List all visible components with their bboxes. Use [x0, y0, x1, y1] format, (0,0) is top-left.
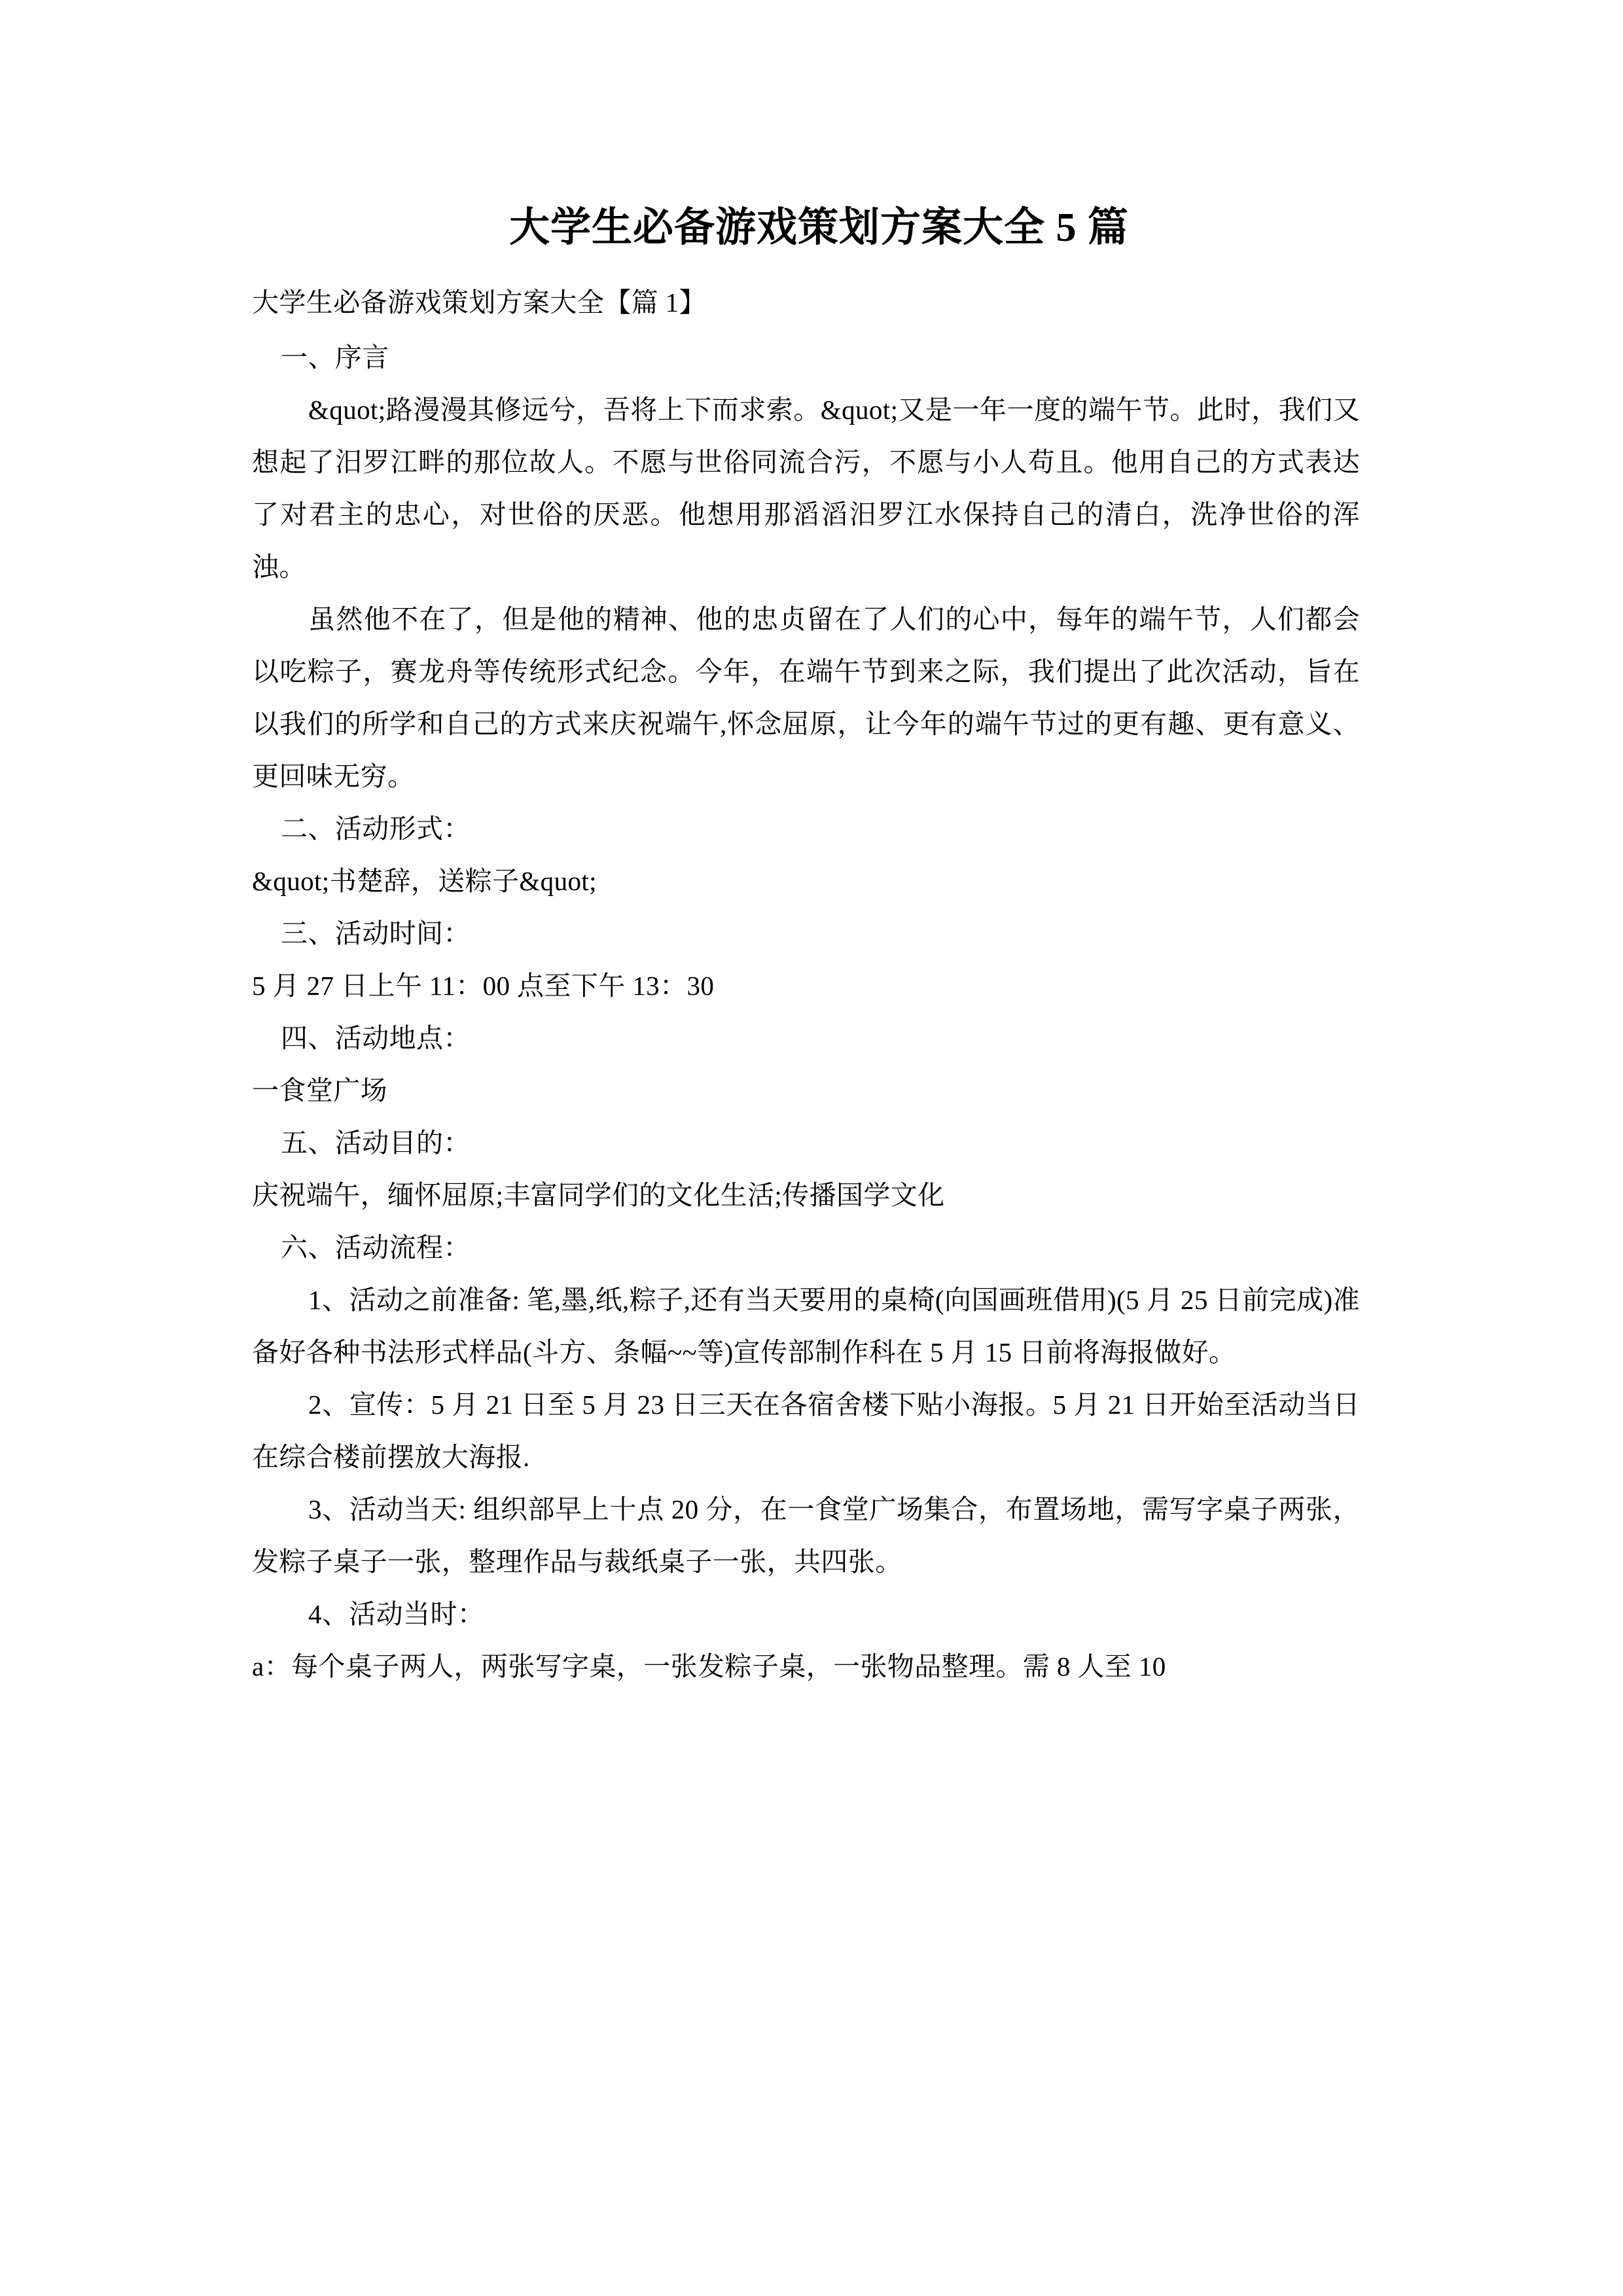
process-item-3: 3、活动当天: 组织部早上十点 20 分，在一食堂广场集合，布置场地，需写字桌子两张，发粽子桌子一张，整理作品与裁纸桌子一张，共四张。: [252, 1494, 1360, 1577]
value-activity-form: &quot;书楚辞，送粽子&quot;: [252, 866, 597, 896]
heading-activity-purpose: 五、活动目的：: [281, 1128, 471, 1158]
process-item-4a: a：每个桌子两人，两张写字桌，一张发粽子桌，一张物品整理。需 8 人至 10: [252, 1651, 1166, 1681]
document-subtitle: 大学生必备游戏策划方案大全【篇 1】: [252, 287, 706, 317]
heading-preface: 一、序言: [281, 342, 389, 372]
paragraph-preface-1: &quot;路漫漫其修远兮，吾将上下而求索。&quot;又是一年一度的端午节。此时，我们又想起了汨罗江畔的那位故人。不愿与世俗同流合污，不愿与小人苟且。他用自己的方式表达了对君主的忠心，对世俗的厌恶。他想用那滔滔汨罗江水保持自己的清白，洗净世俗的浑浊。: [252, 395, 1360, 582]
heading-activity-time: 三、活动时间：: [281, 918, 471, 948]
paragraph-preface-2: 虽然他不在了，但是他的精神、他的忠贞留在了人们的心中，每年的端午节，人们都会以吃粽子，赛龙舟等传统形式纪念。今年，在端午节到来之际，我们提出了此次活动，旨在以我们的所学和自己的方式来庆祝端午,怀念屈原，让今年的端午节过的更有趣、更有意义、更回味无穷。: [252, 604, 1360, 791]
value-activity-location: 一食堂广场: [252, 1075, 387, 1105]
heading-activity-form: 二、活动形式：: [281, 814, 471, 844]
process-item-1: 1、活动之前准备: 笔,墨,纸,粽子,还有当天要用的桌椅(向国画班借用)(5 月 25 日前完成)准备好各种书法形式样品(斗方、条幅~~等)宣传部制作科在 5 月 15 日前将海报做好。: [252, 1285, 1360, 1367]
heading-activity-location: 四、活动地点：: [281, 1023, 471, 1053]
value-activity-time: 5 月 27 日上午 11：00 点至下午 13：30: [252, 971, 715, 1001]
process-item-2: 2、宣传：5 月 21 日至 5 月 23 日三天在各宿舍楼下贴小海报。5 月 21 日开始至活动当日在综合楼前摆放大海报.: [252, 1390, 1360, 1472]
value-activity-purpose: 庆祝端午，缅怀屈原;丰富同学们的文化生活;传播国学文化: [252, 1180, 945, 1210]
process-item-4: 4、活动当时：: [308, 1599, 485, 1629]
heading-activity-process: 六、活动流程：: [281, 1232, 471, 1263]
document-body: [252, 331, 1360, 1693]
page-title: 大学生必备游戏策划方案大全 5 篇: [508, 206, 1129, 250]
